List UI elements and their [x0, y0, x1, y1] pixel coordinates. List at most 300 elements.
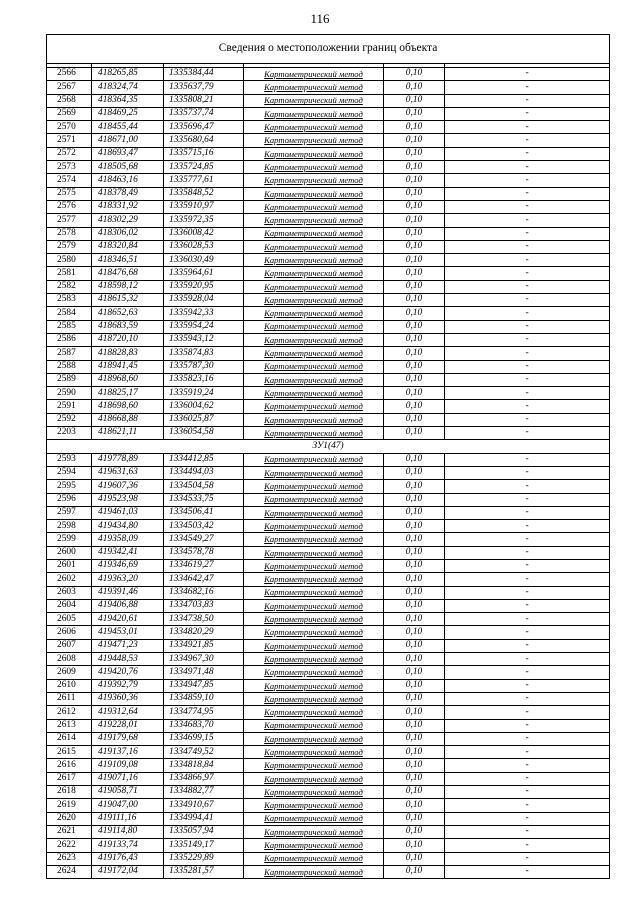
x-coordinate-cell: 419228,01 — [92, 719, 164, 732]
x-coordinate-cell: 419392,79 — [92, 679, 164, 692]
y-coordinate-cell: 1334971,48 — [164, 666, 244, 679]
x-coordinate-cell: 419071,16 — [92, 772, 164, 785]
point-number-cell: 2566 — [47, 68, 92, 81]
x-coordinate-cell: 418698,60 — [92, 400, 164, 413]
y-coordinate-cell: 1335777,61 — [164, 174, 244, 187]
table-row — [47, 852, 610, 865]
table-row — [47, 573, 610, 586]
x-coordinate-cell: 419461,03 — [92, 506, 164, 519]
method-cell: Картометрический метод — [244, 400, 384, 413]
description-cell: - — [445, 121, 610, 134]
x-coordinate-cell: 418693,47 — [92, 147, 164, 160]
accuracy-cell: 0,10 — [384, 107, 445, 120]
x-coordinate-cell: 418828,83 — [92, 347, 164, 360]
method-cell: Картометрический метод — [244, 599, 384, 612]
x-coordinate-cell: 418621,11 — [92, 427, 164, 440]
y-coordinate-cell: 1334533,75 — [164, 493, 244, 506]
y-coordinate-cell: 1335724,85 — [164, 161, 244, 174]
x-coordinate-cell: 418668,88 — [92, 413, 164, 426]
method-cell: Картометрический метод — [244, 480, 384, 493]
point-number-cell: 2612 — [47, 706, 92, 719]
point-number-cell: 2594 — [47, 466, 92, 479]
accuracy-cell: 0,10 — [384, 666, 445, 679]
description-cell: - — [445, 679, 610, 692]
table-row — [47, 373, 610, 386]
accuracy-cell: 0,10 — [384, 147, 445, 160]
description-cell: - — [445, 187, 610, 200]
point-number-cell: 2606 — [47, 626, 92, 639]
accuracy-cell: 0,10 — [384, 506, 445, 519]
description-cell: - — [445, 81, 610, 94]
accuracy-cell: 0,10 — [384, 559, 445, 572]
y-coordinate-cell: 1334503,42 — [164, 520, 244, 533]
description-cell: - — [445, 267, 610, 280]
y-coordinate-cell: 1336054,58 — [164, 427, 244, 440]
y-coordinate-cell: 1335942,33 — [164, 307, 244, 320]
point-number-cell: 2592 — [47, 413, 92, 426]
description-cell: - — [445, 839, 610, 852]
point-number-cell: 2568 — [47, 94, 92, 107]
y-coordinate-cell: 1335737,74 — [164, 107, 244, 120]
table-row — [47, 546, 610, 559]
point-number-cell: 2623 — [47, 852, 92, 865]
point-number-cell: 2590 — [47, 387, 92, 400]
accuracy-cell: 0,10 — [384, 373, 445, 386]
accuracy-cell: 0,10 — [384, 746, 445, 759]
description-cell: - — [445, 613, 610, 626]
x-coordinate-cell: 419406,88 — [92, 599, 164, 612]
accuracy-cell: 0,10 — [384, 719, 445, 732]
y-coordinate-cell: 1334882,77 — [164, 786, 244, 799]
point-number-cell: 2588 — [47, 360, 92, 373]
x-coordinate-cell: 419109,08 — [92, 759, 164, 772]
accuracy-cell: 0,10 — [384, 586, 445, 599]
table-row — [47, 520, 610, 533]
table-row — [47, 427, 610, 440]
method-cell: Картометрический метод — [244, 759, 384, 772]
x-coordinate-cell: 418652,63 — [92, 307, 164, 320]
table-row — [47, 786, 610, 799]
y-coordinate-cell: 1336025,87 — [164, 413, 244, 426]
description-cell: - — [445, 240, 610, 253]
table-title: Сведения о местоположении границ объекта — [47, 35, 610, 64]
accuracy-cell: 0,10 — [384, 639, 445, 652]
description-cell: - — [445, 307, 610, 320]
point-number-cell: 2567 — [47, 81, 92, 94]
accuracy-cell: 0,10 — [384, 294, 445, 307]
x-coordinate-cell: 418476,68 — [92, 267, 164, 280]
y-coordinate-cell: 1334967,30 — [164, 653, 244, 666]
method-cell: Картометрический метод — [244, 347, 384, 360]
x-coordinate-cell: 419179,68 — [92, 732, 164, 745]
x-coordinate-cell: 419312,64 — [92, 706, 164, 719]
x-coordinate-cell: 418598,12 — [92, 280, 164, 293]
method-cell: Картометрический метод — [244, 240, 384, 253]
accuracy-cell: 0,10 — [384, 852, 445, 865]
point-number-cell: 2609 — [47, 666, 92, 679]
x-coordinate-cell: 419434,80 — [92, 520, 164, 533]
method-cell: Картометрический метод — [244, 746, 384, 759]
description-cell: - — [445, 453, 610, 466]
description-cell: - — [445, 68, 610, 81]
description-cell: - — [445, 599, 610, 612]
table-row — [47, 267, 610, 280]
accuracy-cell: 0,10 — [384, 94, 445, 107]
description-cell: - — [445, 732, 610, 745]
accuracy-cell: 0,10 — [384, 134, 445, 147]
point-number-cell: 2602 — [47, 573, 92, 586]
method-cell: Картометрический метод — [244, 653, 384, 666]
point-number-cell: 2583 — [47, 294, 92, 307]
method-cell: Картометрический метод — [244, 94, 384, 107]
y-coordinate-cell: 1335920,95 — [164, 280, 244, 293]
x-coordinate-cell: 418302,29 — [92, 214, 164, 227]
accuracy-cell: 0,10 — [384, 480, 445, 493]
x-coordinate-cell: 418324,74 — [92, 81, 164, 94]
description-cell: - — [445, 520, 610, 533]
table-row — [47, 679, 610, 692]
description-cell: - — [445, 480, 610, 493]
point-number-cell: 2203 — [47, 427, 92, 440]
table-row — [47, 387, 610, 400]
table-row — [47, 134, 610, 147]
description-cell: - — [445, 320, 610, 333]
description-cell: - — [445, 573, 610, 586]
y-coordinate-cell: 1334910,67 — [164, 799, 244, 812]
accuracy-cell: 0,10 — [384, 307, 445, 320]
point-number-cell: 2607 — [47, 639, 92, 652]
y-coordinate-cell: 1334994,41 — [164, 812, 244, 825]
x-coordinate-cell: 419448,53 — [92, 653, 164, 666]
description-cell: - — [445, 692, 610, 705]
accuracy-cell: 0,10 — [384, 240, 445, 253]
y-coordinate-cell: 1334699,15 — [164, 732, 244, 745]
table-row — [47, 653, 610, 666]
x-coordinate-cell: 419058,71 — [92, 786, 164, 799]
method-cell: Картометрический метод — [244, 227, 384, 240]
accuracy-cell: 0,10 — [384, 427, 445, 440]
description-cell: - — [445, 214, 610, 227]
point-number-cell: 2586 — [47, 333, 92, 346]
description-cell: - — [445, 254, 610, 267]
method-cell: Картометрический метод — [244, 200, 384, 213]
method-cell: Картометрический метод — [244, 666, 384, 679]
description-cell: - — [445, 466, 610, 479]
description-cell: - — [445, 559, 610, 572]
method-cell: Картометрический метод — [244, 413, 384, 426]
accuracy-cell: 0,10 — [384, 493, 445, 506]
description-cell: - — [445, 227, 610, 240]
point-number-cell: 2596 — [47, 493, 92, 506]
x-coordinate-cell: 418306,02 — [92, 227, 164, 240]
description-cell: - — [445, 387, 610, 400]
accuracy-cell: 0,10 — [384, 214, 445, 227]
method-cell: Картометрический метод — [244, 679, 384, 692]
description-cell: - — [445, 865, 610, 878]
method-cell: Картометрический метод — [244, 453, 384, 466]
method-cell: Картометрический метод — [244, 333, 384, 346]
y-coordinate-cell: 1336008,42 — [164, 227, 244, 240]
point-number-cell: 2614 — [47, 732, 92, 745]
point-number-cell: 2615 — [47, 746, 92, 759]
table-row — [47, 692, 610, 705]
y-coordinate-cell: 1334642,47 — [164, 573, 244, 586]
y-coordinate-cell: 1334412,85 — [164, 453, 244, 466]
description-cell: - — [445, 546, 610, 559]
y-coordinate-cell: 1335229,89 — [164, 852, 244, 865]
y-coordinate-cell: 1335384,44 — [164, 68, 244, 81]
table-row — [47, 799, 610, 812]
method-cell: Картометрический метод — [244, 852, 384, 865]
method-cell: Картометрический метод — [244, 81, 384, 94]
table-row — [47, 121, 610, 134]
accuracy-cell: 0,10 — [384, 679, 445, 692]
point-number-cell: 2605 — [47, 613, 92, 626]
accuracy-cell: 0,10 — [384, 799, 445, 812]
method-cell: Картометрический метод — [244, 865, 384, 878]
y-coordinate-cell: 1334578,78 — [164, 546, 244, 559]
x-coordinate-cell: 418825,17 — [92, 387, 164, 400]
x-coordinate-cell: 419172,04 — [92, 865, 164, 878]
method-cell: Картометрический метод — [244, 586, 384, 599]
table-row — [47, 400, 610, 413]
method-cell: Картометрический метод — [244, 214, 384, 227]
description-cell: - — [445, 147, 610, 160]
method-cell: Картометрический метод — [244, 732, 384, 745]
table-row — [47, 320, 610, 333]
point-number-cell: 2597 — [47, 506, 92, 519]
x-coordinate-cell: 418671,00 — [92, 134, 164, 147]
y-coordinate-cell: 1335281,57 — [164, 865, 244, 878]
accuracy-cell: 0,10 — [384, 81, 445, 94]
point-number-cell: 2582 — [47, 280, 92, 293]
description-cell: - — [445, 786, 610, 799]
table-row — [47, 280, 610, 293]
table-row — [47, 746, 610, 759]
x-coordinate-cell: 419047,00 — [92, 799, 164, 812]
point-number-cell: 2587 — [47, 347, 92, 360]
y-coordinate-cell: 1335964,61 — [164, 267, 244, 280]
point-number-cell: 2599 — [47, 533, 92, 546]
point-number-cell: 2572 — [47, 147, 92, 160]
table-row — [47, 706, 610, 719]
method-cell: Картометрический метод — [244, 706, 384, 719]
method-cell: Картометрический метод — [244, 174, 384, 187]
method-cell: Картометрический метод — [244, 506, 384, 519]
accuracy-cell: 0,10 — [384, 546, 445, 559]
y-coordinate-cell: 1335919,24 — [164, 387, 244, 400]
method-cell: Картометрический метод — [244, 107, 384, 120]
table-row — [47, 347, 610, 360]
description-cell: - — [445, 586, 610, 599]
point-number-cell: 2611 — [47, 692, 92, 705]
y-coordinate-cell: 1336004,62 — [164, 400, 244, 413]
point-number-cell: 2589 — [47, 373, 92, 386]
table-row — [47, 94, 610, 107]
y-coordinate-cell: 1335928,04 — [164, 294, 244, 307]
table-row — [47, 506, 610, 519]
description-cell: - — [445, 427, 610, 440]
method-cell: Картометрический метод — [244, 134, 384, 147]
table-row — [47, 174, 610, 187]
description-cell: - — [445, 799, 610, 812]
method-cell: Картометрический метод — [244, 121, 384, 134]
accuracy-cell: 0,10 — [384, 400, 445, 413]
table-row — [47, 666, 610, 679]
method-cell: Картометрический метод — [244, 493, 384, 506]
accuracy-cell: 0,10 — [384, 653, 445, 666]
description-cell: - — [445, 174, 610, 187]
y-coordinate-cell: 1335680,64 — [164, 134, 244, 147]
x-coordinate-cell: 419420,61 — [92, 613, 164, 626]
point-number-cell: 2591 — [47, 400, 92, 413]
y-coordinate-cell: 1336028,53 — [164, 240, 244, 253]
table-row — [47, 865, 610, 878]
method-cell: Картометрический метод — [244, 772, 384, 785]
table-row — [47, 480, 610, 493]
table-row — [47, 466, 610, 479]
x-coordinate-cell: 419342,41 — [92, 546, 164, 559]
point-number-cell: 2570 — [47, 121, 92, 134]
accuracy-cell: 0,10 — [384, 466, 445, 479]
description-cell: - — [445, 107, 610, 120]
x-coordinate-cell: 419133,74 — [92, 839, 164, 852]
method-cell: Картометрический метод — [244, 427, 384, 440]
point-number-cell: 2603 — [47, 586, 92, 599]
section-row — [47, 440, 610, 453]
x-coordinate-cell: 419363,20 — [92, 573, 164, 586]
table-row — [47, 626, 610, 639]
x-coordinate-cell: 419631,63 — [92, 466, 164, 479]
y-coordinate-cell: 1334738,50 — [164, 613, 244, 626]
point-number-cell: 2585 — [47, 320, 92, 333]
x-coordinate-cell: 418265,85 — [92, 68, 164, 81]
accuracy-cell: 0,10 — [384, 533, 445, 546]
y-coordinate-cell: 1335637,79 — [164, 81, 244, 94]
method-cell: Картометрический метод — [244, 825, 384, 838]
point-number-cell: 2617 — [47, 772, 92, 785]
y-coordinate-cell: 1335972,35 — [164, 214, 244, 227]
accuracy-cell: 0,10 — [384, 626, 445, 639]
y-coordinate-cell: 1336030,49 — [164, 254, 244, 267]
description-cell: - — [445, 706, 610, 719]
x-coordinate-cell: 419346,69 — [92, 559, 164, 572]
y-coordinate-cell: 1335943,12 — [164, 333, 244, 346]
point-number-cell: 2618 — [47, 786, 92, 799]
point-number-cell: 2598 — [47, 520, 92, 533]
accuracy-cell: 0,10 — [384, 161, 445, 174]
x-coordinate-cell: 419471,23 — [92, 639, 164, 652]
y-coordinate-cell: 1335874,83 — [164, 347, 244, 360]
x-coordinate-cell: 419778,89 — [92, 453, 164, 466]
accuracy-cell: 0,10 — [384, 453, 445, 466]
method-cell: Картометрический метод — [244, 692, 384, 705]
x-coordinate-cell: 419114,80 — [92, 825, 164, 838]
x-coordinate-cell: 419111,16 — [92, 812, 164, 825]
x-coordinate-cell: 418941,45 — [92, 360, 164, 373]
x-coordinate-cell: 418364,35 — [92, 94, 164, 107]
y-coordinate-cell: 1334703,83 — [164, 599, 244, 612]
description-cell: - — [445, 280, 610, 293]
method-cell: Картометрический метод — [244, 839, 384, 852]
method-cell: Картометрический метод — [244, 613, 384, 626]
accuracy-cell: 0,10 — [384, 333, 445, 346]
accuracy-cell: 0,10 — [384, 732, 445, 745]
table-row — [47, 161, 610, 174]
table-row — [47, 533, 610, 546]
description-cell: - — [445, 373, 610, 386]
point-number-cell: 2619 — [47, 799, 92, 812]
y-coordinate-cell: 1334921,85 — [164, 639, 244, 652]
description-cell: - — [445, 666, 610, 679]
method-cell: Картометрический метод — [244, 520, 384, 533]
method-cell: Картометрический метод — [244, 786, 384, 799]
method-cell: Картометрический метод — [244, 373, 384, 386]
y-coordinate-cell: 1334818,84 — [164, 759, 244, 772]
description-cell: - — [445, 759, 610, 772]
accuracy-cell: 0,10 — [384, 174, 445, 187]
point-number-cell: 2613 — [47, 719, 92, 732]
table-row — [47, 559, 610, 572]
accuracy-cell: 0,10 — [384, 839, 445, 852]
table-row — [47, 732, 610, 745]
table-row — [47, 307, 610, 320]
accuracy-cell: 0,10 — [384, 68, 445, 81]
x-coordinate-cell: 418331,92 — [92, 200, 164, 213]
accuracy-cell: 0,10 — [384, 347, 445, 360]
point-number-cell: 2580 — [47, 254, 92, 267]
table-row — [47, 254, 610, 267]
method-cell: Картометрический метод — [244, 626, 384, 639]
x-coordinate-cell: 418469,25 — [92, 107, 164, 120]
table-row — [47, 413, 610, 426]
description-cell: - — [445, 533, 610, 546]
y-coordinate-cell: 1335715,16 — [164, 147, 244, 160]
point-number-cell: 2595 — [47, 480, 92, 493]
description-cell: - — [445, 413, 610, 426]
method-cell: Картометрический метод — [244, 267, 384, 280]
accuracy-cell: 0,10 — [384, 865, 445, 878]
description-cell: - — [445, 134, 610, 147]
accuracy-cell: 0,10 — [384, 280, 445, 293]
table-row — [47, 107, 610, 120]
method-cell: Картометрический метод — [244, 466, 384, 479]
y-coordinate-cell: 1335149,17 — [164, 839, 244, 852]
accuracy-cell: 0,10 — [384, 706, 445, 719]
table-title-row — [47, 35, 610, 64]
x-coordinate-cell: 419358,09 — [92, 533, 164, 546]
point-number-cell: 2578 — [47, 227, 92, 240]
method-cell: Картометрический метод — [244, 559, 384, 572]
table-row — [47, 187, 610, 200]
y-coordinate-cell: 1335848,52 — [164, 187, 244, 200]
point-number-cell: 2610 — [47, 679, 92, 692]
x-coordinate-cell: 418455,44 — [92, 121, 164, 134]
y-coordinate-cell: 1334549,27 — [164, 533, 244, 546]
x-coordinate-cell: 419453,01 — [92, 626, 164, 639]
method-cell: Картометрический метод — [244, 533, 384, 546]
table-row — [47, 240, 610, 253]
table-row — [47, 333, 610, 346]
point-number-cell: 2571 — [47, 134, 92, 147]
y-coordinate-cell: 1334506,41 — [164, 506, 244, 519]
method-cell: Картометрический метод — [244, 546, 384, 559]
y-coordinate-cell: 1334504,58 — [164, 480, 244, 493]
x-coordinate-cell: 419176,43 — [92, 852, 164, 865]
section-label: ЗУ1(47) — [47, 440, 610, 453]
x-coordinate-cell: 418463,16 — [92, 174, 164, 187]
method-cell: Картометрический метод — [244, 254, 384, 267]
